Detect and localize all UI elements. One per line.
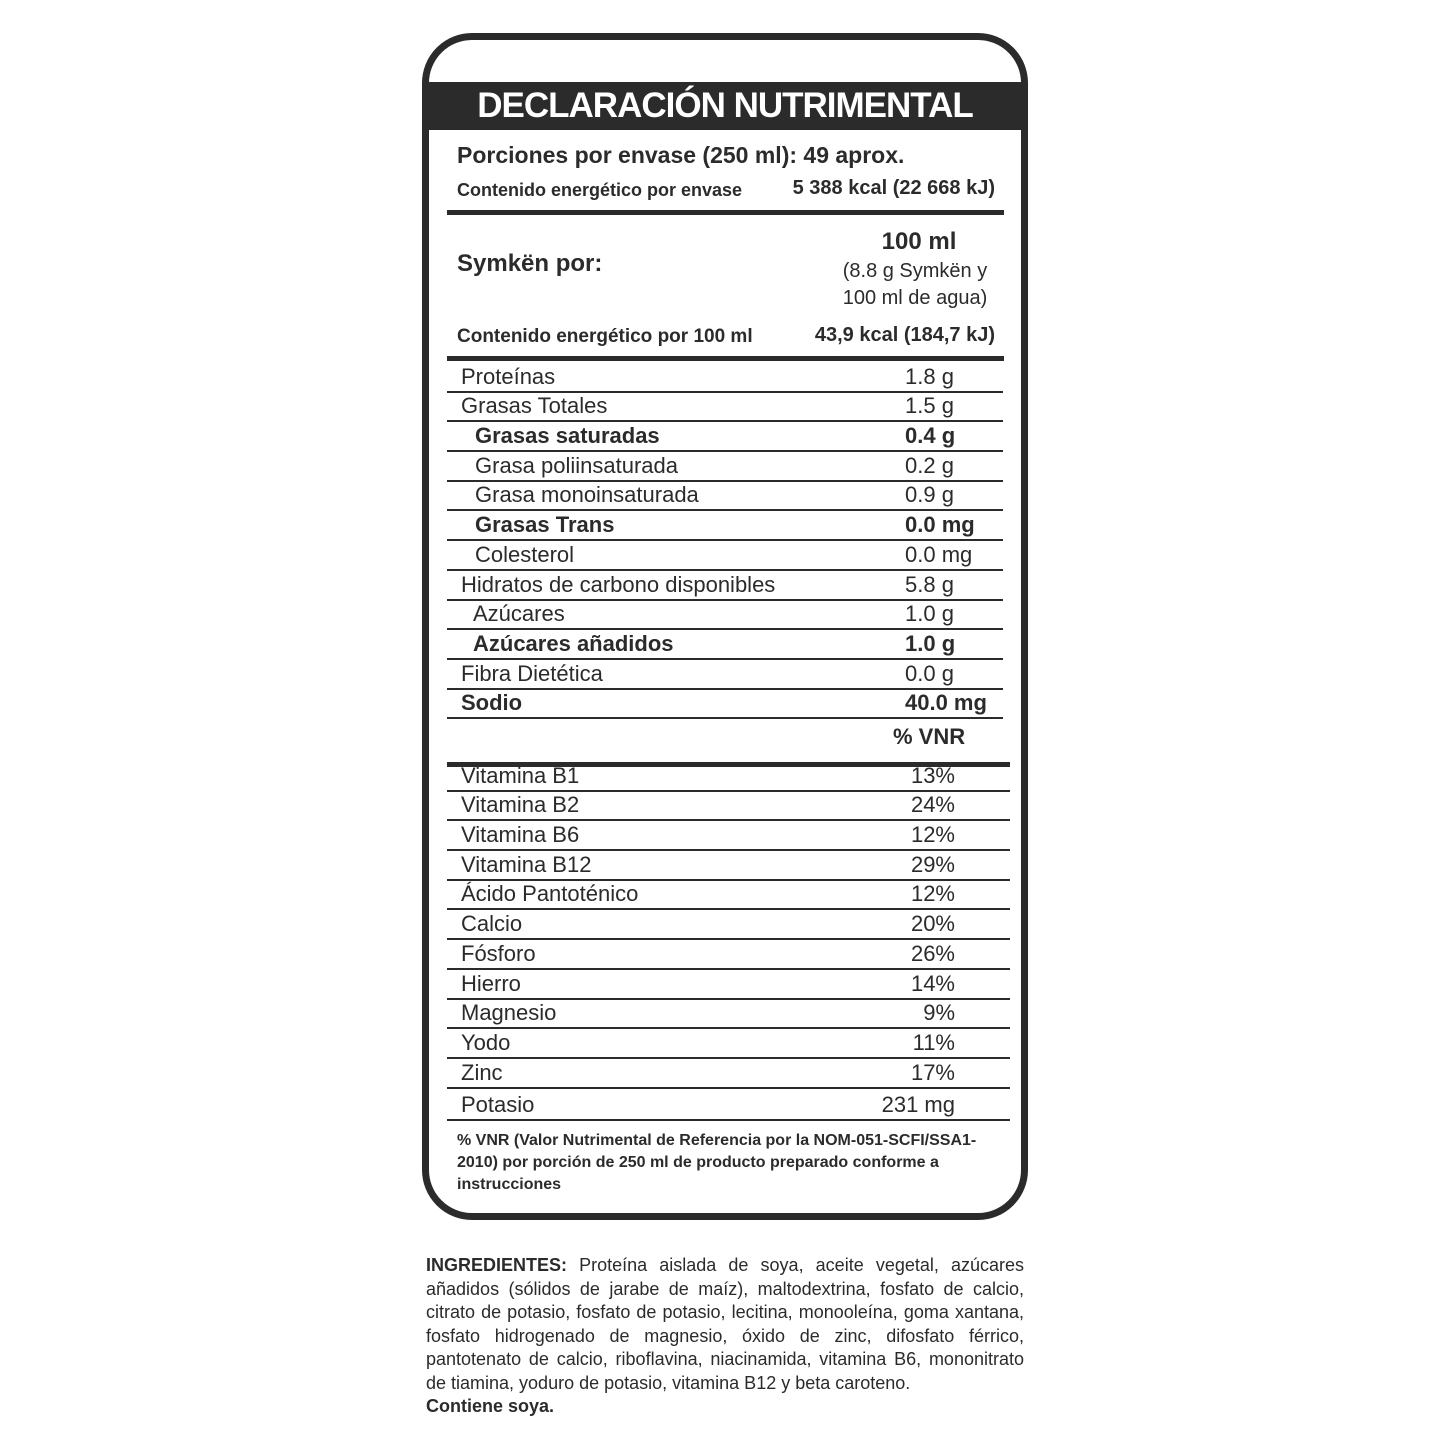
vitamin-label: Hierro <box>461 970 521 996</box>
vnr-header-row <box>447 720 1010 767</box>
vitamin-row <box>447 1089 1010 1121</box>
portions-per-container: Porciones por envase (250 ml): 49 aprox. <box>457 142 905 168</box>
vitamin-row <box>447 910 1010 940</box>
energy-per-100ml-value: 43,9 kcal (184,7 kJ) <box>814 324 995 346</box>
serving-amount: 100 ml <box>881 228 957 255</box>
nutrient-row <box>447 363 1003 393</box>
vitamin-value: 24% <box>910 792 955 818</box>
nutrient-label: Grasa monoinsaturada <box>475 482 699 508</box>
vitamin-value: 12% <box>910 881 955 907</box>
vitamin-row <box>447 821 1010 851</box>
nutrient-value: 0.9 g <box>905 482 954 508</box>
ingredients-block <box>426 1254 1024 1419</box>
nutrient-value: 5.8 g <box>905 571 954 597</box>
nutrient-row <box>447 541 1003 571</box>
vitamin-row <box>447 1029 1010 1059</box>
vitamin-label: Vitamina B6 <box>461 822 580 848</box>
vnr-footnote: % VNR (Valor Nutrimental de Referencia por la NOM-051-SCFI/SSA1-2010) por porción de 250 ml de producto preparado conforme a instrucciones <box>457 1132 977 1193</box>
vitamin-value: 29% <box>910 851 955 877</box>
nutrient-table <box>447 363 1003 719</box>
nutrient-value: 0.0 g <box>905 660 954 686</box>
nutrient-row <box>447 571 1003 601</box>
nutrient-label: Grasas saturadas <box>475 423 660 449</box>
vitamin-value: 11% <box>912 1029 955 1055</box>
vitamin-label: Vitamina B12 <box>461 851 592 877</box>
vitamin-row <box>447 940 1010 970</box>
nutrient-row <box>447 482 1003 512</box>
vitamin-value: 26% <box>910 940 955 966</box>
vitamin-label: Potasio <box>461 1091 535 1117</box>
nutrient-value: 1.0 g <box>905 601 954 627</box>
energy-per-container-label: Contenido energético por envase <box>457 180 743 200</box>
vitamin-value: 231 mg <box>881 1091 955 1117</box>
serving-label: Symkën por: <box>457 250 603 277</box>
vitamin-label: Vitamina B2 <box>461 792 580 818</box>
nutrient-value: 1.5 g <box>905 393 954 419</box>
nutrient-label: Proteínas <box>461 363 556 389</box>
vitamin-value: 9% <box>923 1000 955 1026</box>
divider <box>447 210 1004 215</box>
nutrient-row <box>447 452 1003 482</box>
nutrient-row <box>447 630 1003 660</box>
nutrient-row <box>447 422 1003 452</box>
vitamin-row <box>447 1059 1010 1089</box>
vitamin-value: 17% <box>910 1059 955 1085</box>
nutrient-value: 0.4 g <box>905 423 956 449</box>
energy-per-container-value: 5 388 kcal (22 668 kJ) <box>792 177 995 199</box>
nutrient-row <box>447 690 1003 720</box>
vitamin-row <box>447 851 1010 881</box>
nutrient-value: 0.0 mg <box>905 512 975 538</box>
vitamin-label: Calcio <box>461 911 523 937</box>
vitamin-row <box>447 1000 1010 1030</box>
divider <box>447 356 1004 361</box>
vitamin-row <box>447 792 1010 822</box>
nutrient-label: Fibra Dietética <box>461 660 603 686</box>
vitamin-label: Zinc <box>461 1059 503 1085</box>
panel-title: DECLARACIÓN NUTRIMENTAL <box>429 82 1021 130</box>
vitamin-label: Vitamina B1 <box>461 762 580 788</box>
nutrient-label: Azúcares <box>473 601 565 627</box>
nutrient-label: Grasa poliinsaturada <box>475 452 679 478</box>
nutrient-value: 0.0 mg <box>905 541 973 567</box>
vitamin-label: Yodo <box>461 1029 511 1055</box>
vitamin-value: 14% <box>910 970 955 996</box>
nutrient-label: Grasas Totales <box>461 393 608 419</box>
nutrient-label: Hidratos de carbono disponibles <box>461 571 776 597</box>
vnr-header: % VNR <box>893 724 966 749</box>
nutrient-row <box>447 393 1003 423</box>
vitamin-row <box>447 881 1010 911</box>
vitamin-label: Fósforo <box>461 940 536 966</box>
serving-note: (8.8 g Symkën y 100 ml de agua) <box>842 260 988 309</box>
nutrient-label: Sodio <box>461 690 523 716</box>
allergen-notice: Contiene soya. <box>426 1396 555 1416</box>
nutrient-label: Azúcares añadidos <box>473 630 674 656</box>
nutrient-row <box>447 601 1003 631</box>
vitamin-label: Magnesio <box>461 1000 557 1026</box>
nutrition-panel <box>422 33 1028 1220</box>
nutrient-row <box>447 511 1003 541</box>
ingredients-text: Proteína aislada de soya, aceite vegetal, azúcares añadidos (sólidos de jarabe de maíz), maltodextrina, fosfato de calcio, citrato de potasio, fosfato de potasio, lecitina, monooleína, goma xantana, fosfato hidrogenado de magnesio, óxido de zinc, difosfato férrico, pantotenato de calcio, riboflavina, niacinamida, vitamina B6, mononitrato de tiamina, yoduro de potasio, vitamina B12 y beta caroteno. <box>426 1255 1024 1393</box>
ingredients-heading: INGREDIENTES: <box>426 1255 568 1275</box>
vitamin-row <box>447 970 1010 1000</box>
nutrient-label: Grasas Trans <box>475 512 615 538</box>
nutrient-value: 1.8 g <box>905 363 954 389</box>
nutrient-value: 0.2 g <box>905 452 954 478</box>
vitamin-label: Ácido Pantoténico <box>461 881 639 907</box>
nutrient-row <box>447 660 1003 690</box>
vitamin-value: 20% <box>910 911 955 937</box>
vitamin-table <box>447 762 1010 1121</box>
vitamin-value: 12% <box>910 822 955 848</box>
vitamin-value: 13% <box>910 762 955 788</box>
energy-per-100ml-label: Contenido energético por 100 ml <box>457 326 753 347</box>
vitamin-row <box>447 762 1010 792</box>
nutrient-value: 1.0 g <box>905 630 956 656</box>
nutrient-label: Colesterol <box>475 541 575 567</box>
nutrient-value: 40.0 mg <box>905 690 987 716</box>
